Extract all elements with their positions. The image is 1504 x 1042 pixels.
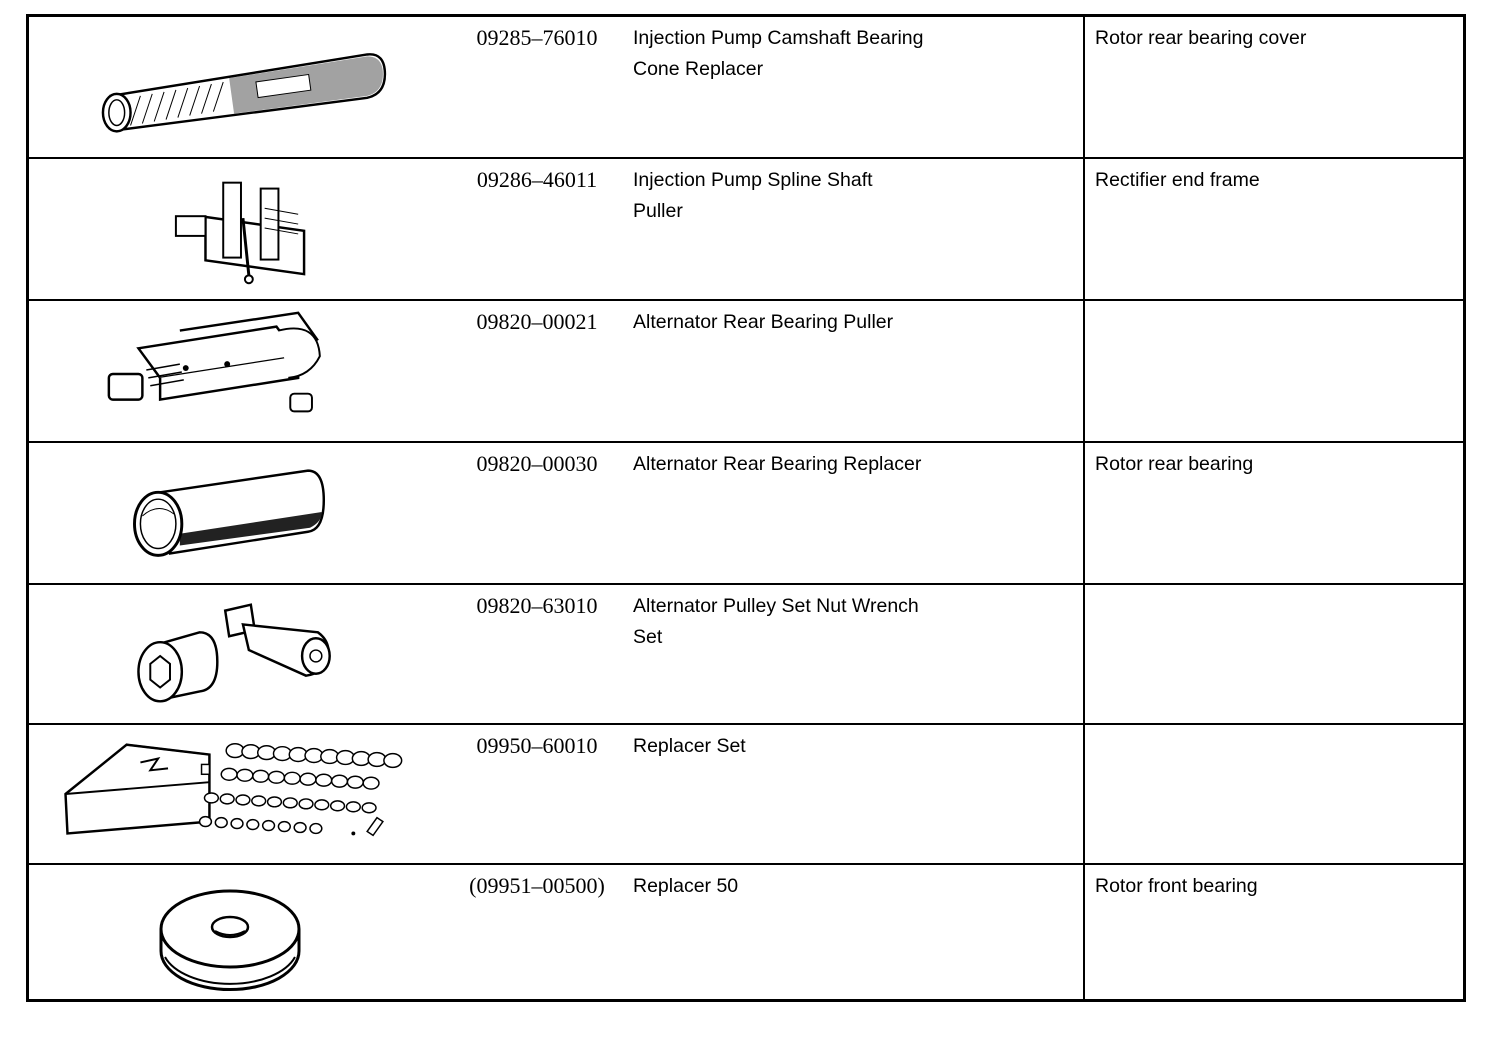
replacer-set-case-icon [29, 725, 449, 863]
table-row [29, 725, 1463, 865]
part-number: 09820–63010 [476, 593, 598, 618]
usage-text: Rotor rear bearing cover [1095, 27, 1307, 49]
part-name-line: Set [633, 626, 663, 648]
special-service-tools-table [26, 14, 1466, 1002]
table-row [29, 585, 1463, 725]
column-divider [1083, 301, 1085, 441]
column-divider [1083, 865, 1085, 999]
table-row [29, 865, 1463, 999]
part-name [633, 449, 973, 480]
rear-bearing-puller-icon [29, 301, 449, 441]
part-number: (09951–00500) [469, 873, 605, 898]
column-divider [1083, 585, 1085, 723]
column-divider [1083, 443, 1085, 583]
part-name-line: Cone Replacer [633, 58, 764, 80]
table-row [29, 301, 1463, 443]
part-name-line: Injection Pump Camshaft Bearing [633, 27, 924, 49]
column-divider [1083, 725, 1085, 863]
column-divider [1083, 17, 1085, 157]
part-name-line: Alternator Pulley Set Nut Wrench [633, 595, 919, 617]
part-number: 09950–60010 [476, 733, 598, 758]
pulley-nut-wrench-set-icon [29, 585, 449, 723]
table-row [29, 159, 1463, 301]
part-name-line: Alternator Rear Bearing Replacer [633, 453, 922, 475]
part-name-line: Puller [633, 200, 683, 222]
part-number: 09820–00030 [476, 451, 598, 476]
usage-text: Rotor front bearing [1095, 875, 1258, 897]
part-name [633, 871, 973, 902]
part-name [633, 591, 973, 653]
part-number: 09285–76010 [476, 25, 598, 50]
usage-text: Rectifier end frame [1095, 169, 1260, 191]
table-row [29, 443, 1463, 585]
part-name [633, 23, 973, 85]
part-name-line: Replacer 50 [633, 875, 739, 897]
bearing-cone-replacer-icon [29, 17, 449, 157]
spline-shaft-puller-icon [29, 159, 449, 299]
part-name [633, 307, 973, 338]
part-number: 09286–46011 [476, 167, 598, 192]
table-row [29, 17, 1463, 159]
column-divider [1083, 159, 1085, 299]
part-number: 09820–00021 [476, 309, 598, 334]
replacer-disc-icon [29, 865, 449, 999]
part-name-line: Replacer Set [633, 735, 746, 757]
part-name [633, 165, 973, 227]
part-name-line: Alternator Rear Bearing Puller [633, 311, 894, 333]
part-name-line: Injection Pump Spline Shaft [633, 169, 873, 191]
part-name [633, 731, 973, 762]
usage-text: Rotor rear bearing [1095, 453, 1254, 475]
rear-bearing-replacer-icon [29, 443, 449, 583]
